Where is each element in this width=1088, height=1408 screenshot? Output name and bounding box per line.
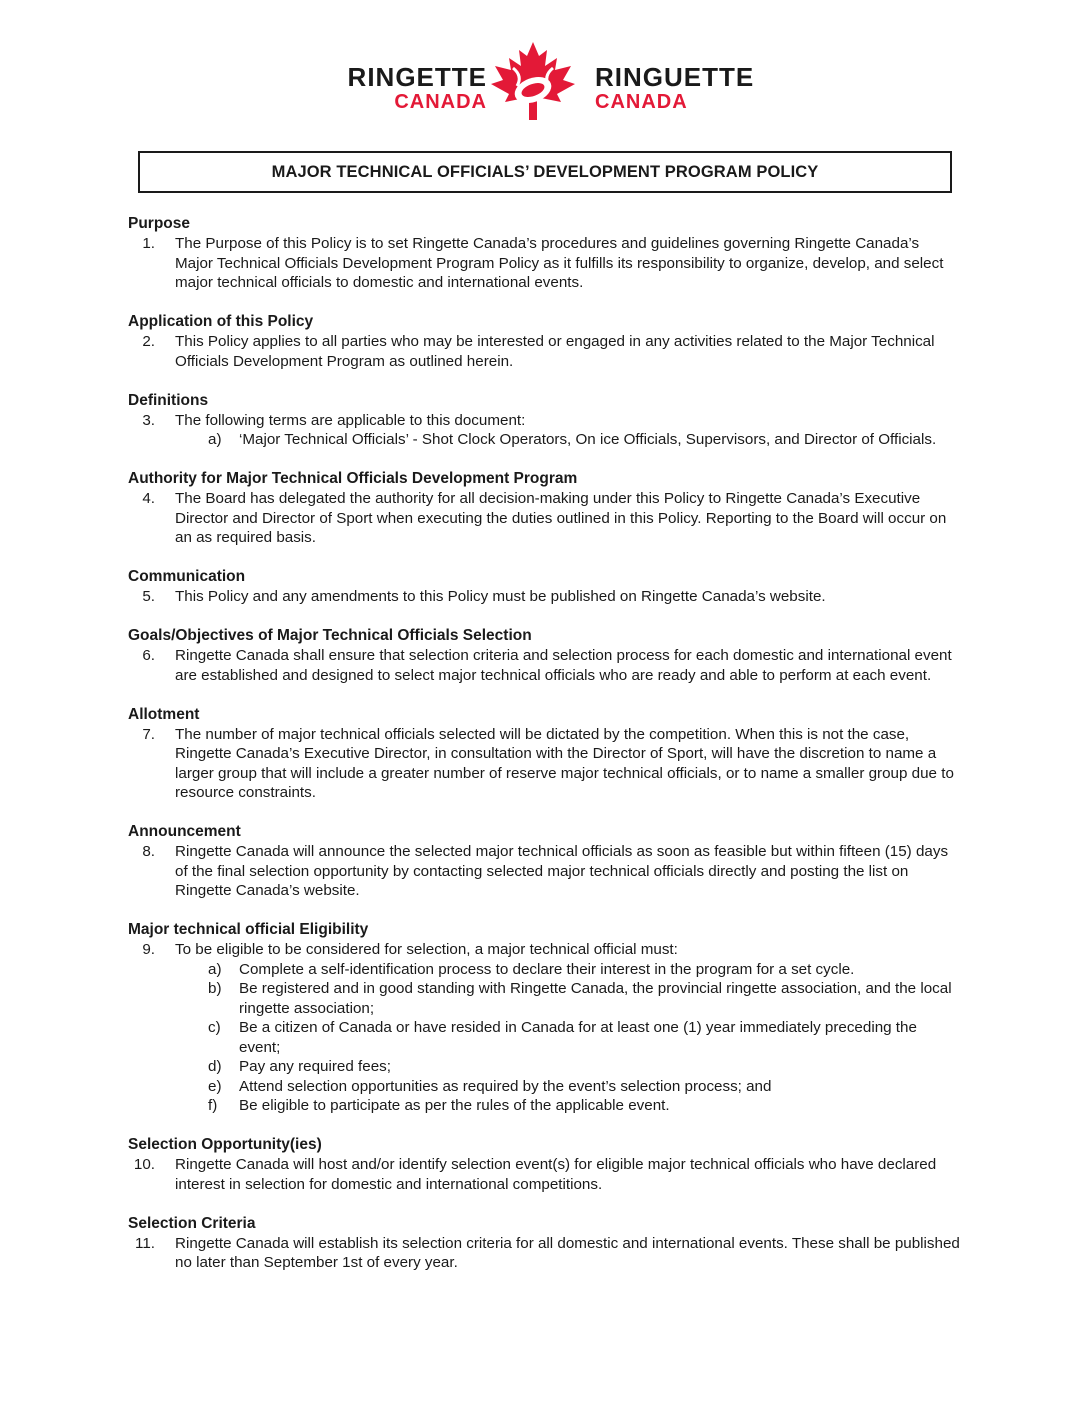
clause-text: The following terms are applicable to this document: — [175, 411, 526, 429]
policy-section — [128, 705, 960, 803]
sub-clause-text: Complete a self-identification process to declare their interest in the program for a set cycle. — [239, 960, 855, 978]
logo-fr-line1: RINGUETTE — [595, 62, 755, 92]
sub-clause — [128, 1018, 960, 1057]
sub-clause-text: ‘Major Technical Officials’ - Shot Clock Operators, On ice Officials, Supervisors, and Director of Officials. — [239, 431, 937, 448]
clause-number: 2. — [142, 333, 155, 350]
sub-clause-text: Be registered and in good standing with Ringette Canada, the provincial ringette association, and the local ringette association; — [239, 980, 952, 1017]
clause-text: Ringette Canada will announce the selected major technical officials as soon as feasible but within fifteen (15) days of the final selection opportunity by contacting selected major technical officials directly and posting the list on Ringette Canada’s website. — [175, 843, 949, 899]
clause-text: To be eligible to be considered for selection, a major technical official must: — [175, 941, 678, 958]
section-heading: Allotment — [128, 705, 200, 723]
sub-clause — [128, 1096, 960, 1116]
sub-clause-letter: e) — [208, 1077, 222, 1095]
clause-number: 7. — [142, 725, 155, 743]
numbered-clause — [128, 1234, 960, 1273]
clause-text: Ringette Canada will host and/or identify selection event(s) for eligible major technical officials who have declared interest in selection for domestic and international competitions. — [175, 1156, 937, 1193]
policy-section — [128, 1135, 960, 1194]
policy-title: MAJOR TECHNICAL OFFICIALS’ DEVELOPMENT PROGRAM POLICY — [138, 151, 952, 193]
sub-clause — [128, 1057, 960, 1077]
section-heading: Selection Criteria — [128, 1214, 256, 1232]
section-heading: Major technical official Eligibility — [128, 921, 369, 938]
policy-section — [128, 1214, 960, 1273]
sub-clause-letter: c) — [208, 1019, 221, 1036]
clause-text: Ringette Canada shall ensure that selection criteria and selection process for each domestic and international event are established and designed to select major technical officials who are ready and able to perform at each event. — [175, 647, 952, 684]
maple-leaf-ring-icon — [483, 40, 583, 124]
policy-body — [128, 214, 960, 1292]
clause-number: 11. — [135, 1234, 155, 1252]
numbered-clause — [128, 332, 960, 371]
sub-clause-text: Be a citizen of Canada or have resided in Canada for at least one (1) year immediately preceding the event; — [239, 1019, 917, 1056]
logo-en-line2: CANADA — [394, 91, 487, 113]
clause-text: This Policy applies to all parties who may be interested or engaged in any activities related to the Major Technical Officials Development Program as outlined herein. — [175, 333, 935, 370]
section-heading: Selection Opportunity(ies) — [128, 1136, 322, 1153]
section-heading: Goals/Objectives of Major Technical Officials Selection — [128, 627, 532, 644]
policy-section — [128, 920, 960, 1116]
clause-number: 4. — [142, 490, 155, 507]
sub-clause-text: Attend selection opportunities as required by the event’s selection process; and — [239, 1077, 772, 1095]
numbered-clause — [128, 411, 960, 431]
numbered-clause — [128, 646, 960, 685]
sub-clause-letter: f) — [208, 1097, 218, 1114]
policy-section — [128, 469, 960, 548]
clause-text: The Purpose of this Policy is to set Ringette Canada’s procedures and guidelines governing Ringette Canada’s Major Technical Officials Development Program Policy as it fulfills its responsibility to organize, develop, and select major technical officials to domestic and international events. — [175, 235, 944, 291]
section-heading: Purpose — [128, 215, 191, 232]
clause-text: Ringette Canada will establish its selection criteria for all domestic and international events. These shall be published no later than September 1st of every year. — [175, 1234, 960, 1271]
clause-text: The number of major technical officials selected will be dictated by the competition. When this is not the case, Ringette Canada’s Executive Director, in consultation with the Director of Sport, will have the discretion to name a larger group that will include a greater number of reserve major technical officials, or to name a smaller group due to resource constraints. — [175, 725, 954, 801]
policy-section — [128, 214, 960, 293]
clause-number: 3. — [142, 411, 155, 429]
numbered-clause — [128, 587, 960, 607]
policy-section — [128, 312, 960, 371]
sub-clause-letter: a) — [208, 960, 222, 978]
section-heading: Definitions — [128, 391, 209, 409]
policy-section — [128, 822, 960, 901]
sub-clause-letter: a) — [208, 431, 222, 448]
clause-text: This Policy and any amendments to this Policy must be published on Ringette Canada’s website. — [175, 588, 826, 605]
section-heading: Communication — [128, 568, 246, 585]
sub-clause — [128, 430, 960, 450]
logo-french — [595, 64, 754, 112]
sub-clause-text: Be eligible to participate as per the rules of the applicable event. — [239, 1097, 670, 1114]
section-heading: Announcement — [128, 823, 241, 840]
numbered-clause — [128, 234, 960, 293]
section-heading: Authority for Major Technical Officials Development Program — [128, 470, 578, 487]
sub-clause — [128, 979, 960, 1018]
clause-number: 10. — [133, 1156, 155, 1173]
numbered-clause — [128, 1155, 960, 1194]
numbered-clause — [128, 489, 960, 548]
section-heading: Application of this Policy — [128, 313, 314, 330]
logo-en-line1: RINGETTE — [347, 62, 487, 92]
clause-number: 1. — [142, 235, 155, 252]
sub-clause-text: Pay any required fees; — [239, 1058, 391, 1075]
clause-number: 9. — [142, 941, 155, 958]
ringette-canada-logo — [325, 40, 765, 124]
numbered-clause — [128, 842, 960, 901]
sub-clause-letter: b) — [208, 980, 222, 997]
policy-section — [128, 391, 960, 450]
policy-section — [128, 567, 960, 607]
sub-clause — [128, 1077, 960, 1097]
clause-text: The Board has delegated the authority for all decision-making under this Policy to Ringette Canada’s Executive Director and Director of Sport when executing the duties outlined in this Policy. Reporting to the Board will occur on an as required basis. — [175, 490, 947, 546]
clause-number: 8. — [142, 843, 155, 860]
policy-section — [128, 626, 960, 685]
logo-fr-line2: CANADA — [595, 91, 688, 113]
numbered-clause — [128, 940, 960, 960]
clause-number: 6. — [142, 647, 155, 664]
sub-clause — [128, 960, 960, 980]
logo-english — [348, 64, 487, 112]
sub-clause-letter: d) — [208, 1058, 222, 1075]
clause-number: 5. — [142, 588, 155, 605]
numbered-clause — [128, 725, 960, 803]
